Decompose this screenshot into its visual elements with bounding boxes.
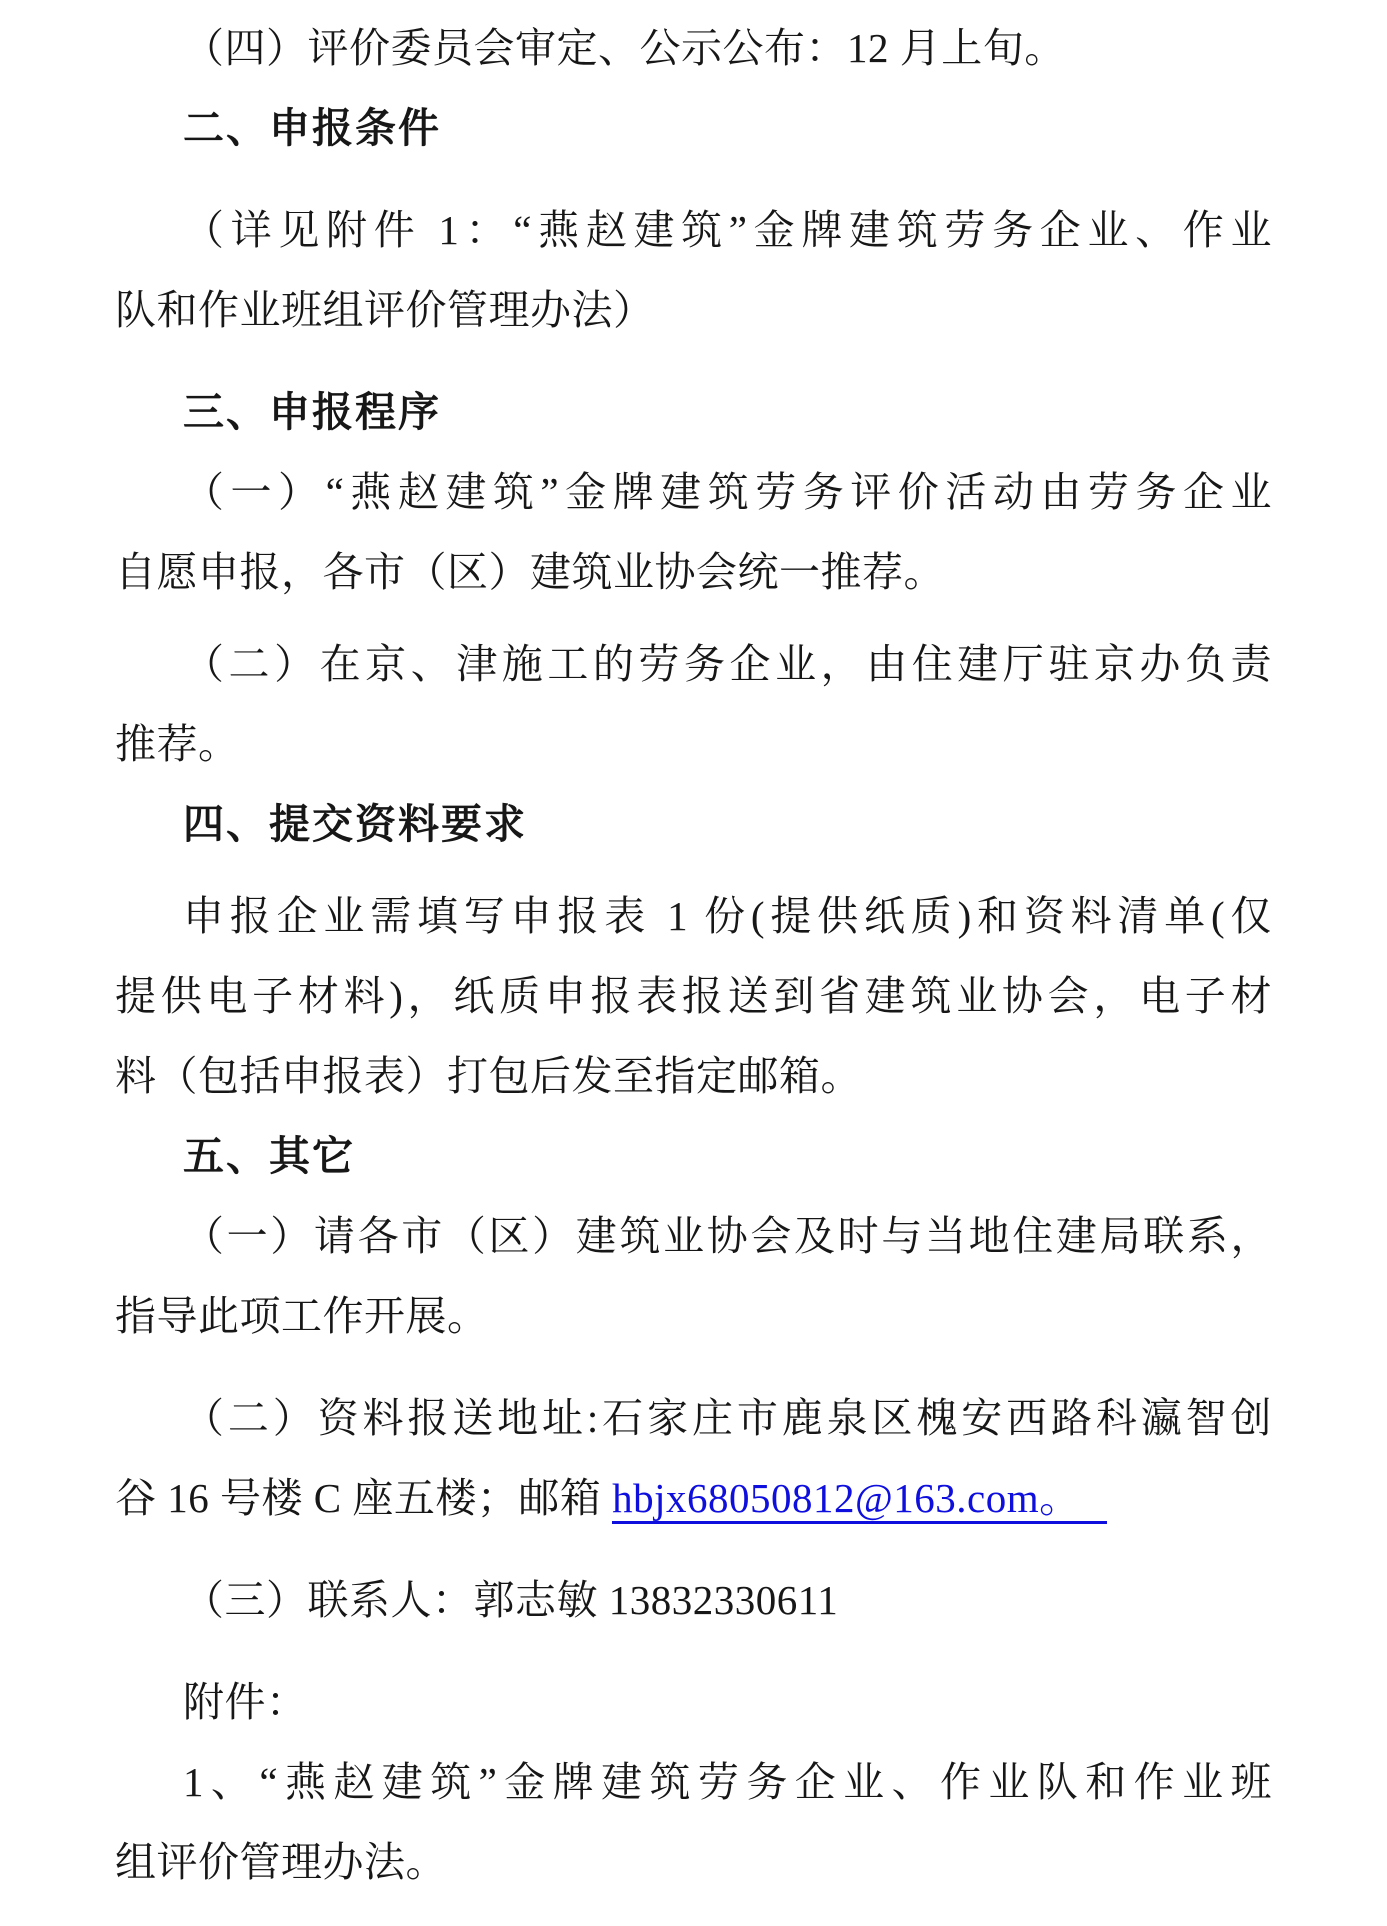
paragraph-line-contact: （三）联系人：郭志敏 13832330611 — [183, 1577, 839, 1623]
paragraph-line-address — [115, 1458, 1272, 1538]
attachment-label: 附件： — [183, 1679, 308, 1725]
paragraph-line: 1、“燕赵建筑”金牌建筑劳务企业、作业队和作业班 — [183, 1759, 1272, 1805]
paragraph-line: （一）请各市（区）建筑业协会及时与当地住建局联系， — [183, 1213, 1272, 1259]
paragraph-line: （二）在京、津施工的劳务企业，由住建厅驻京办负责 — [183, 641, 1272, 687]
address-suffix-text: 谷 16 号楼 C 座五楼；邮箱 — [115, 1475, 613, 1521]
paragraph-line: 自愿申报，各市（区）建筑业协会统一推荐。 — [115, 549, 945, 595]
paragraph-line: （一）“燕赵建筑”金牌建筑劳务评价活动由劳务企业 — [183, 469, 1272, 515]
section-heading-2: 二、申报条件 — [183, 105, 441, 151]
paragraph-line: 料（包括申报表）打包后发至指定邮箱。 — [115, 1053, 862, 1099]
paragraph-line: 组评价管理办法。 — [115, 1839, 447, 1885]
section-heading-4: 四、提交资料要求 — [183, 801, 527, 847]
paragraph-line: 队和作业班组评价管理办法） — [115, 287, 655, 333]
paragraph-line: （四）评价委员会审定、公示公布：12 月上旬。 — [183, 25, 1066, 71]
paragraph-line: 推荐。 — [115, 721, 240, 767]
section-heading-5: 五、其它 — [183, 1133, 355, 1179]
section-heading-3: 三、申报程序 — [183, 389, 441, 435]
paragraph-line: 申报企业需填写申报表 1 份(提供纸质)和资料清单(仅 — [183, 893, 1272, 939]
paragraph-line: （详见附件 1：“燕赵建筑”金牌建筑劳务企业、作业 — [183, 207, 1272, 253]
paragraph-line: （二）资料报送地址:石家庄市鹿泉区槐安西路科瀛智创 — [183, 1395, 1272, 1441]
paragraph-line: 指导此项工作开展。 — [115, 1293, 489, 1339]
email-link[interactable]: hbjx68050812@163.com。 — [612, 1475, 1107, 1524]
paragraph-line: 提供电子材料)，纸质申报表报送到省建筑业协会，电子材 — [115, 973, 1272, 1019]
